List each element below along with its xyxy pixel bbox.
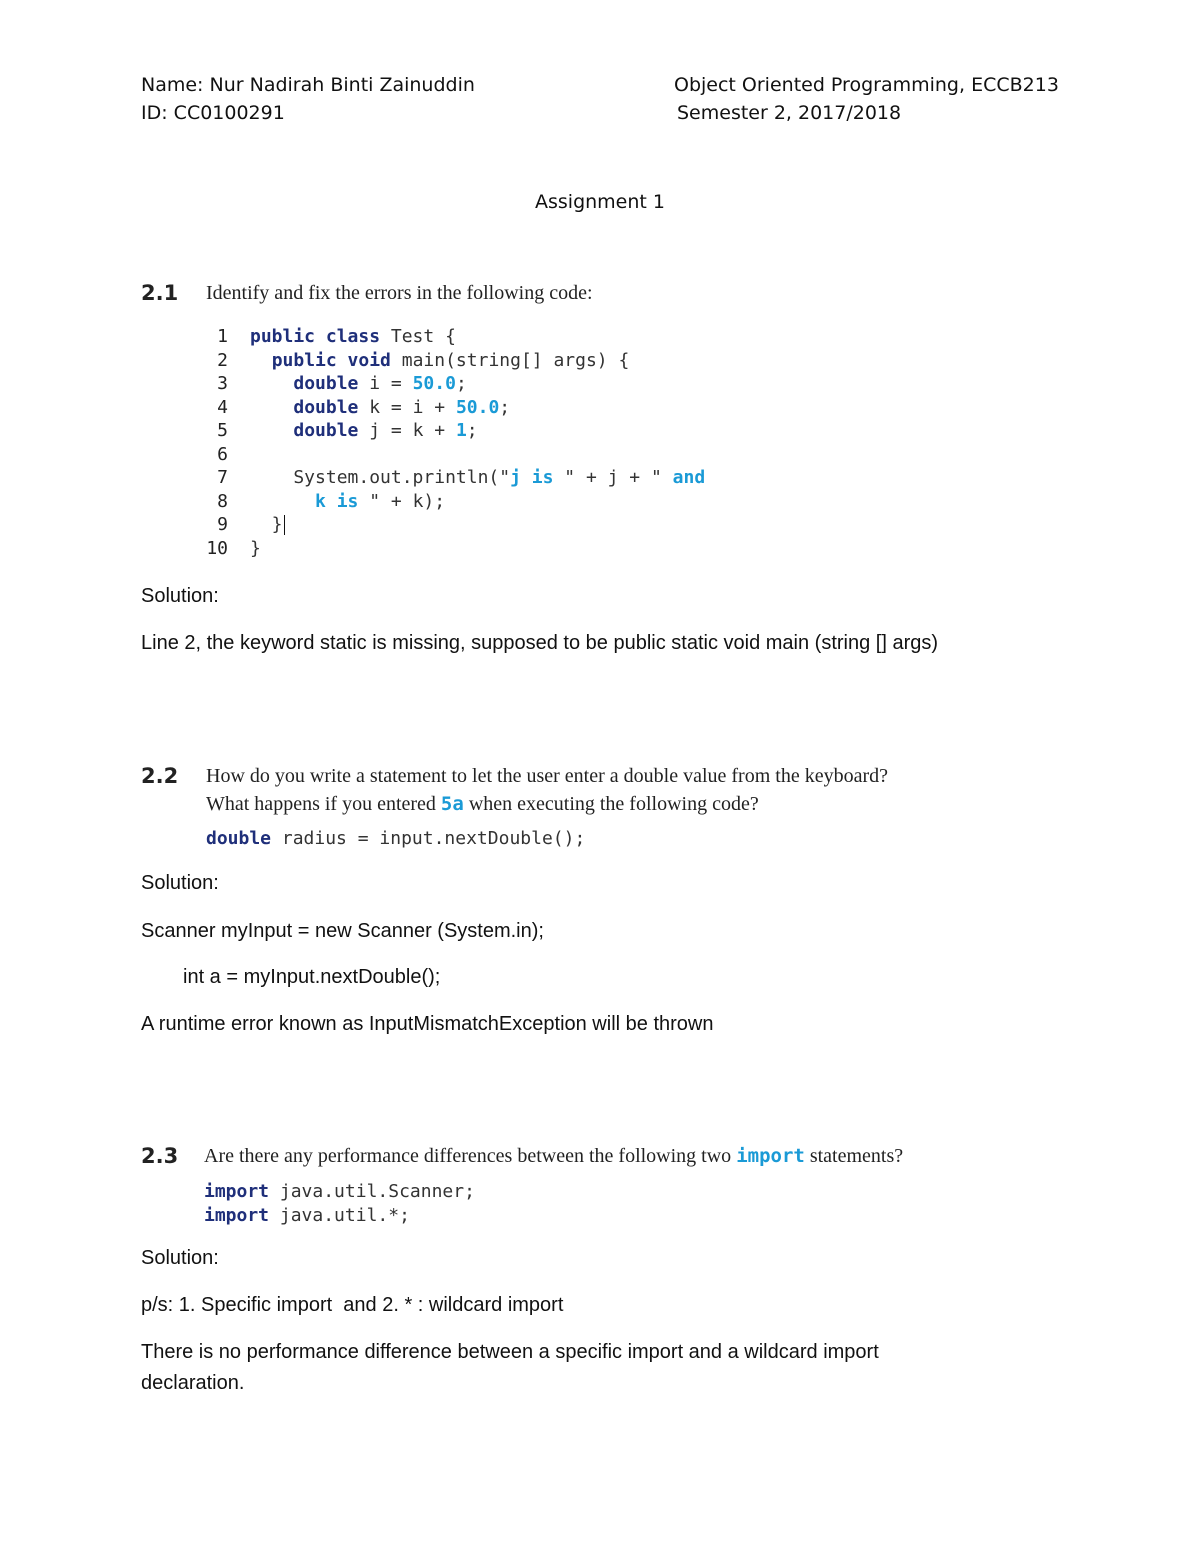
question-number: 2.1 (141, 281, 179, 305)
solution-label: Solution: (141, 1247, 219, 1269)
answer-line: declaration. (141, 1372, 245, 1394)
student-id: ID: CC0100291 (141, 102, 285, 124)
page-title: Assignment 1 (535, 191, 665, 213)
code-text: } (250, 537, 261, 559)
line-number: 4 (217, 396, 228, 418)
code-line (198, 538, 261, 559)
code-line (198, 373, 467, 394)
code-snippet: double radius = input.nextDouble(); (206, 828, 586, 849)
code-text: double i = 50.0; (293, 373, 467, 394)
line-number: 1 (217, 326, 228, 347)
line-number: 6 (217, 443, 228, 465)
code-text: k is " + k); (315, 490, 446, 512)
code-text: public class Test { (250, 326, 456, 347)
question-prompt: Identify and fix the errors in the following code: (206, 282, 593, 304)
answer-line: Scanner myInput = new Scanner (System.in); (141, 920, 544, 942)
line-number: 5 (217, 420, 228, 441)
code-line (198, 491, 445, 512)
code-text: } (250, 514, 283, 535)
code-text: double k = i + 50.0; (293, 396, 511, 418)
answer-line: There is no performance difference between a specific import and a wildcard import (141, 1341, 879, 1363)
question-prompt-line1: How do you write a statement to let the user enter a double value from the keyboard? (206, 765, 888, 787)
answer-line: A runtime error known as InputMismatchException will be thrown (141, 1013, 714, 1035)
line-number: 8 (217, 490, 228, 512)
code-snippet: import java.util.*; (204, 1205, 410, 1226)
question-prompt-line2: What happens if you entered 5a when executing the following code? (206, 793, 759, 815)
course-title: Object Oriented Programming, ECCB213 (674, 74, 1059, 96)
semester: Semester 2, 2017/2018 (677, 102, 902, 124)
code-line (198, 350, 629, 371)
code-snippet: import java.util.Scanner; (204, 1181, 475, 1202)
student-name: Name: Nur Nadirah Binti Zainuddin (141, 74, 475, 96)
code-line (198, 397, 510, 418)
solution-text: Line 2, the keyword static is missing, supposed to be public static void main (string [] args) (141, 632, 939, 654)
note-text: p/s: 1. Specific import and 2. * : wildcard import (141, 1294, 564, 1316)
code-line (198, 514, 285, 535)
code-line (198, 467, 705, 488)
answer-line: int a = myInput.nextDouble(); (183, 966, 441, 988)
line-number: 9 (217, 514, 228, 535)
line-number: 3 (217, 373, 228, 394)
code-line (198, 420, 478, 441)
solution-label: Solution: (141, 872, 219, 894)
line-number: 10 (206, 537, 228, 559)
line-number: 7 (217, 467, 228, 488)
solution-label: Solution: (141, 585, 219, 607)
code-text: double j = k + 1; (293, 420, 478, 441)
code-text: System.out.println("j is " + j + " and (250, 467, 706, 488)
code-line (198, 326, 456, 347)
question-prompt: Are there any performance differences between the following two import statements? (204, 1145, 904, 1167)
question-number: 2.3 (141, 1144, 179, 1168)
question-number: 2.2 (141, 764, 179, 788)
text-cursor (284, 515, 285, 535)
code-line (198, 444, 250, 465)
line-number: 2 (217, 349, 228, 371)
code-text: public void main(string[] args) { (271, 349, 630, 371)
